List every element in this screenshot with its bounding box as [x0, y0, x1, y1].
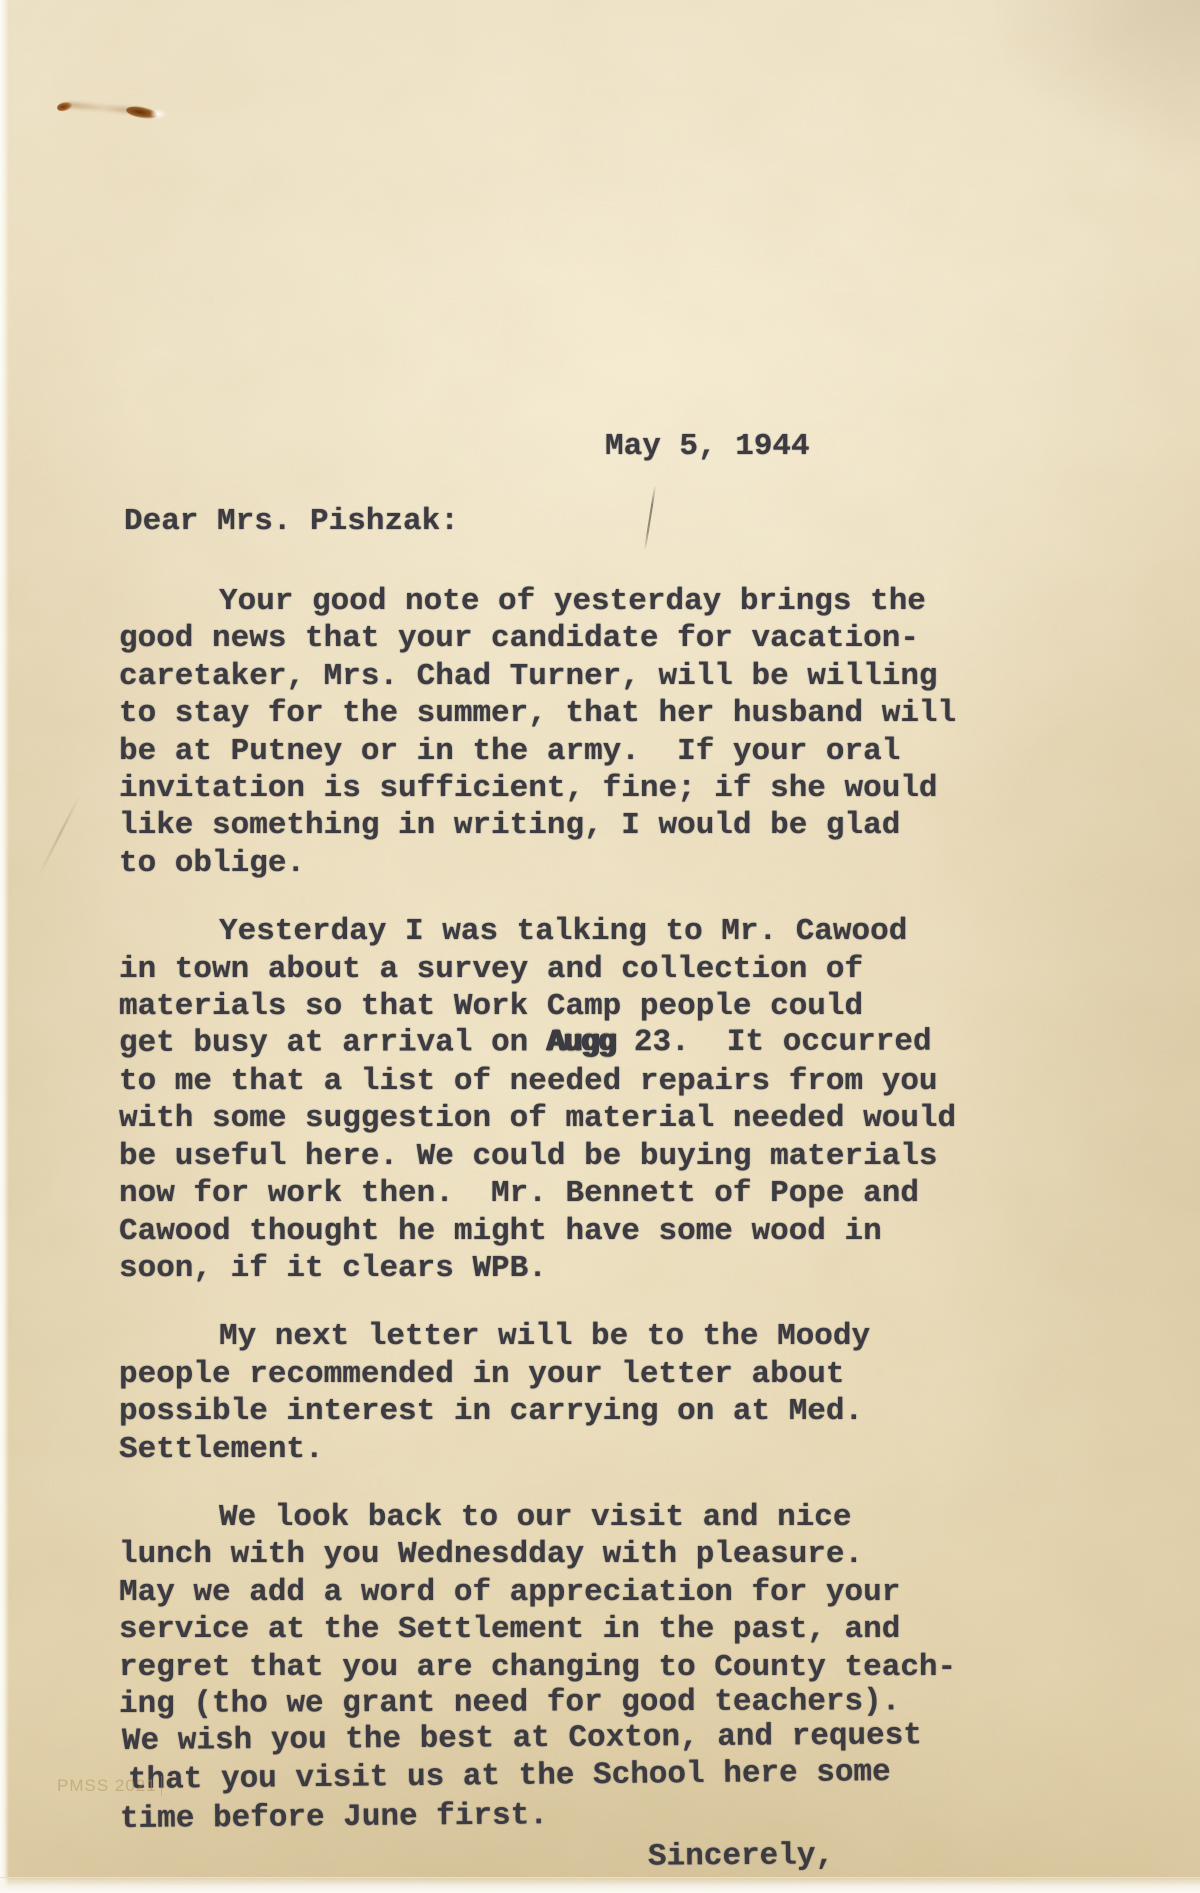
letter-line: soon, if it clears WPB.: [119, 1250, 547, 1286]
overstruck-text: Augg: [546, 1025, 616, 1061]
letter-line: to oblige.: [119, 845, 306, 881]
letter-line: We look back to our visit and nice: [219, 1499, 852, 1535]
letter-line: get busy at arrival on Augg 23. It occurred: [118, 1025, 932, 1062]
letter-line: Yesterday I was talking to Mr. Cawood: [219, 914, 908, 950]
letter-line: that you visit us at the School here some: [127, 1754, 891, 1798]
letter-line: people recommended in your letter about: [119, 1356, 845, 1392]
letter-line: with some suggestion of material needed would: [119, 1101, 957, 1137]
rust-stain-left: [56, 100, 73, 112]
letter-line: invitation is sufficient, fine; if she would: [119, 771, 938, 807]
paragraph: [119, 913, 1119, 1287]
letter-line: Settlement.: [119, 1431, 324, 1467]
letter-line: to me that a list of needed repairs from you: [119, 1063, 938, 1099]
letter-date: May 5, 1944: [605, 429, 810, 464]
closing: Sincerely,: [647, 1838, 835, 1875]
crease-hairline: [644, 485, 656, 551]
letter-line: like something in writing, I would be glad: [119, 808, 901, 844]
scan-left-edge: [0, 0, 9, 1893]
scan-bottom-edge: [0, 1877, 1200, 1893]
letter-body: [119, 583, 1119, 1870]
letter-line: time before June first.: [119, 1798, 549, 1837]
stain-glint: [150, 109, 166, 119]
letter-line: We wish you the best at Coxton, and request: [121, 1718, 923, 1760]
fold-crease: [37, 795, 81, 878]
salutation: Dear Mrs. Pishzak:: [124, 504, 459, 539]
letter-line: regret that you are changing to County teach-: [119, 1649, 957, 1685]
paragraph: [119, 1318, 1119, 1468]
paragraph: [119, 583, 1119, 882]
letter-line: materials so that Work Camp people could: [119, 989, 864, 1025]
letter-line: in town about a survey and collection of: [119, 951, 864, 987]
letter-line: Cawood thought he might have some wood in: [119, 1213, 882, 1249]
letter-line: Your good note of yesterday brings the: [219, 584, 926, 619]
paragraph: [119, 1499, 1119, 1839]
letter-line: good news that your candidate for vacation-: [119, 621, 919, 657]
letter-line: ing (tho we grant need for good teachers).: [118, 1684, 901, 1722]
letter-line: lunch with you Wednesdday with pleasure.: [119, 1537, 864, 1573]
letter-line: be useful here. We could be buying materials: [119, 1138, 938, 1174]
letter-line: May we add a word of appreciation for your: [119, 1574, 901, 1610]
letter-line: to stay for the summer, that her husband will: [119, 696, 957, 732]
letter-line: service at the Settlement in the past, and: [119, 1612, 901, 1648]
letter-line: be at Putney or in the army. If your oral: [119, 733, 901, 769]
watermark: PMSS 2021: [57, 1776, 162, 1796]
letter-line: possible interest in carrying on at Med.: [119, 1394, 864, 1430]
letter-line: now for work then. Mr. Bennett of Pope and: [119, 1176, 919, 1212]
letter-line: caretaker, Mrs. Chad Turner, will be willing: [119, 658, 938, 694]
letter-line: My next letter will be to the Moody: [219, 1319, 871, 1355]
